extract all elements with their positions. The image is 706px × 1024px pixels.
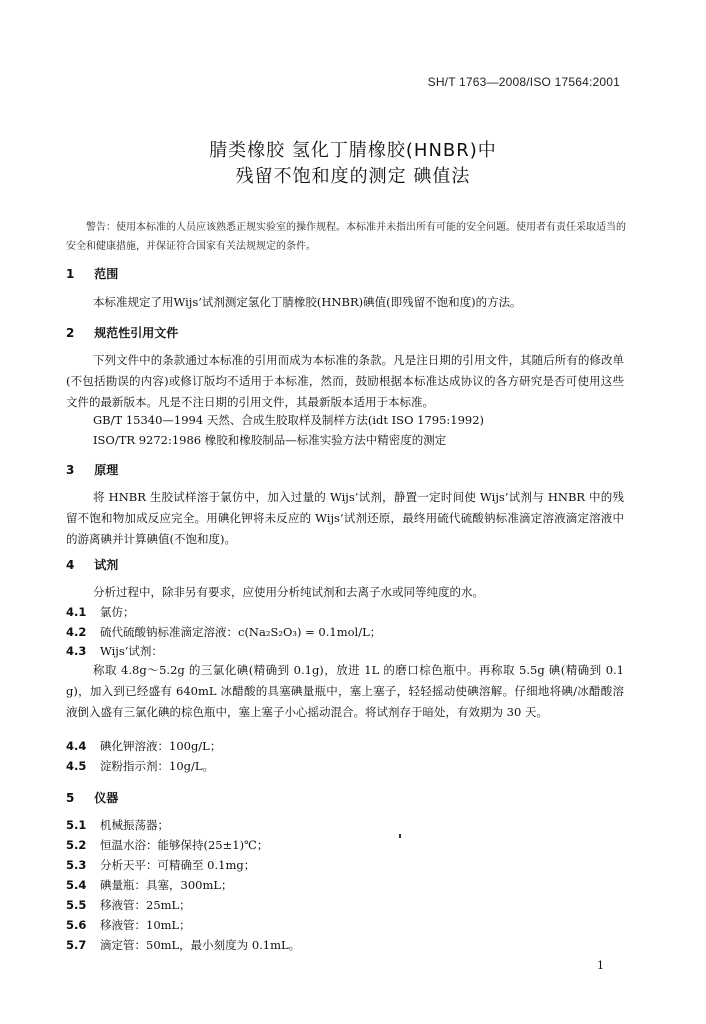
section-heading-normative — [66, 324, 178, 341]
list-item: 5.2 恒温水浴：能够保持(25±1)℃； — [66, 838, 269, 852]
section-title: 试剂 — [94, 558, 119, 572]
normative-paragraph: 下列文件中的条款通过本标准的引用而成为本标准的条款。凡是注日期的引用文件，其随后所有的修改单(不包括勘误的内容)或修订版均不适用于本标准，然而，鼓励根据本标准达成协议的各方研究是否可使用这些文件的最新版本。凡是不注日期的引用文件，其最新版本适用于本标准。 — [66, 353, 624, 409]
section-title: 原理 — [94, 463, 119, 477]
section-number: 2 — [66, 326, 75, 340]
section-number: 4 — [66, 558, 75, 572]
section-title: 规范性引用文件 — [94, 326, 179, 340]
normative-reference: ISO/TR 9272:1986 橡胶和橡胶制品—标准实验方法中精密度的测定 — [93, 433, 447, 447]
list-item: 5.6 移液管：10mL； — [66, 918, 191, 932]
list-item: 5.3 分析天平：可精确至 0.1mg； — [66, 858, 256, 872]
list-item: 4.1 氯仿； — [66, 605, 135, 619]
normative-reference: GB/T 15340—1994 天然、合成生胶取样及制样方法(idt ISO 1795:1992) — [93, 413, 485, 427]
list-item: 5.5 移液管：25mL； — [66, 898, 191, 912]
list-item: 5.1 机械振荡器； — [66, 818, 169, 832]
scan-speck — [399, 834, 401, 838]
list-item: 4.2 硫代硫酸钠标准滴定溶液：c(Na₂S₂O₃) = 0.1mol/L； — [66, 625, 382, 639]
list-item: 4.4 碘化钾溶液：100g/L； — [66, 739, 222, 753]
principle-paragraph: 将 HNBR 生胶试样溶于氯仿中，加入过量的 Wijs’试剂，静置一定时间使 Wijs’试剂与 HNBR 中的残留不饱和物加成反应完全。用碘化钾将未反应的 Wijs’试剂还原，最终用硫代硫酸钠标准滴定溶液滴定溶液中的游离碘并计算碘值(不饱和度)。 — [66, 490, 624, 546]
section-heading-principle — [66, 461, 118, 478]
list-item: 4.3 Wijs’试剂： — [66, 644, 163, 658]
document-title-line2: 残留不饱和度的测定 碘值法 — [235, 166, 471, 187]
reagents-intro: 分析过程中，除非另有要求，应使用分析纯试剂和去离子水或同等纯度的水。 — [93, 585, 484, 599]
page-number: 1 — [597, 959, 604, 972]
section-heading-apparatus — [66, 789, 118, 806]
scope-paragraph: 本标准规定了用Wijs’试剂测定氢化丁腈橡胶(HNBR)碘值(即残留不饱和度)的方法。 — [93, 295, 522, 309]
section-number: 1 — [66, 267, 75, 281]
warning-paragraph: 警告：使用本标准的人员应该熟悉正规实验室的操作规程。本标准并未指出所有可能的安全问题。使用者有责任采取适当的安全和健康措施，并保证符合国家有关法规规定的条件。 — [66, 222, 626, 252]
section-number: 3 — [66, 463, 75, 477]
list-item: 4.5 淀粉指示剂：10g/L。 — [66, 759, 215, 773]
list-item: 5.7 滴定管：50mL，最小刻度为 0.1mL。 — [66, 938, 301, 952]
section-number: 5 — [66, 791, 75, 805]
section-heading-reagents — [66, 556, 118, 573]
section-heading-scope — [66, 265, 118, 282]
wijs-preparation-paragraph: 称取 4.8g～5.2g 的三氯化碘(精确到 0.1g)，放进 1L 的磨口棕色瓶中。再称取 5.5g 碘(精确到 0.1g)，加入到已经盛有 640mL 冰醋酸的具塞碘量瓶中，塞上塞子，轻轻摇动使碘溶解。仔细地将碘/冰醋酸溶液倒入盛有三氯化碘的棕色瓶中，塞上塞子小心摇动混合。将试剂存于暗处，有效期为 30 天。 — [66, 663, 624, 719]
standard-code: SH/T 1763—2008/ISO 17564:2001 — [427, 75, 620, 89]
section-title: 仪器 — [94, 791, 119, 805]
list-item: 5.4 碘量瓶：具塞，300mL； — [66, 878, 233, 892]
section-title: 范围 — [94, 267, 119, 281]
document-title-line1: 腈类橡胶 氢化丁腈橡胶(HNBR)中 — [209, 140, 497, 161]
